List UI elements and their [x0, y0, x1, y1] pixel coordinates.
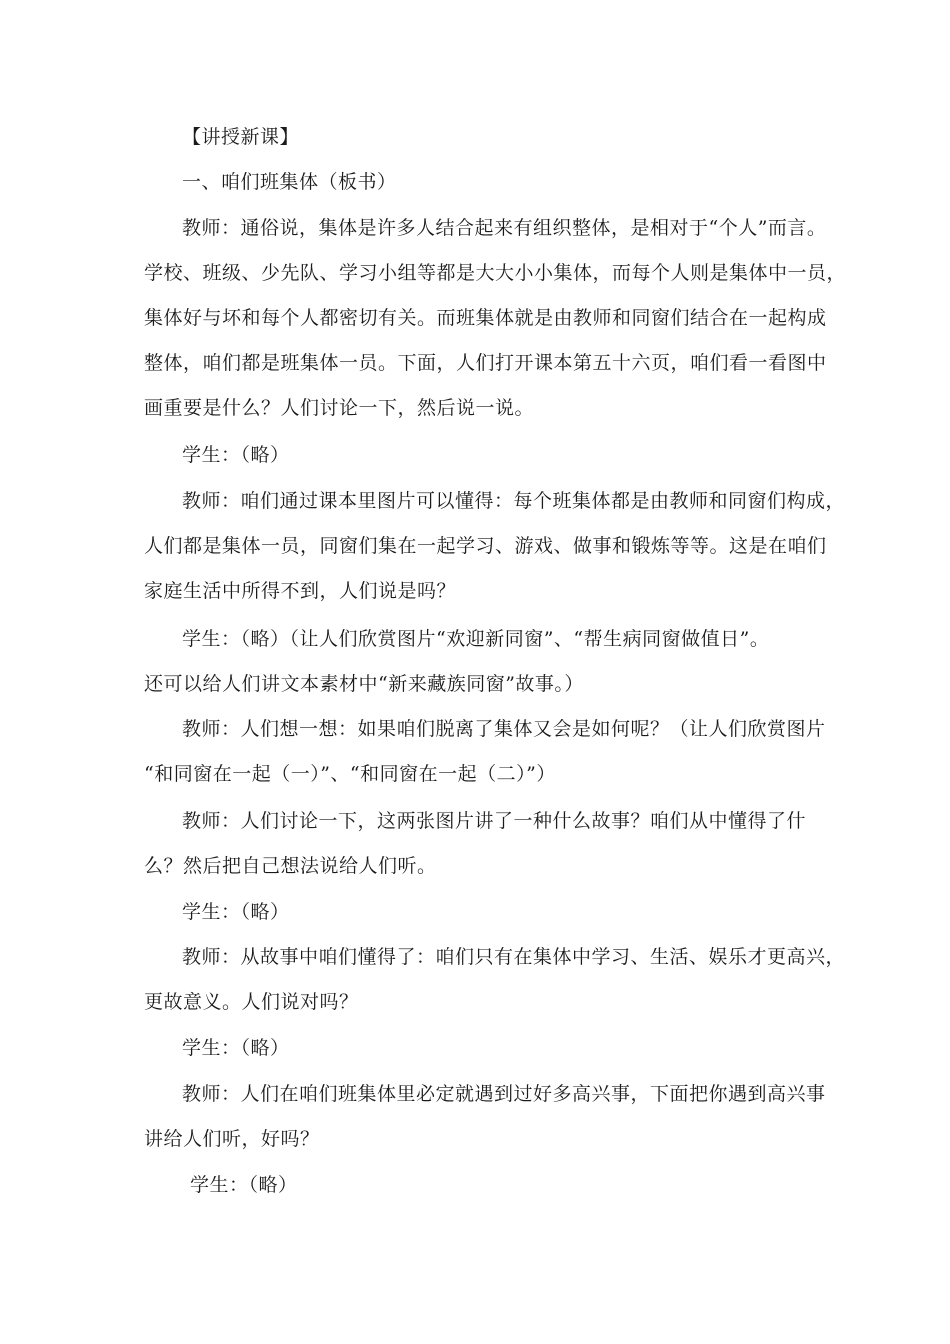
text-line: 整体，咱们都是班集体一员。下面，人们打开课本第五十六页，咱们看一看图中: [144, 352, 827, 374]
text-line: 教师：人们想一想：如果咱们脱离了集体又会是如何呢？（让人们欣赏图片: [182, 718, 826, 740]
paragraph-teacher-3: [144, 707, 826, 797]
paragraph-student-3: [144, 890, 812, 935]
paragraph-student-5: [144, 1163, 812, 1208]
text-line: 还可以给人们讲文本素材中“新来藏族同窗”故事。）: [144, 673, 584, 695]
text-line: 教师：人们在咱们班集体里必定就遇到过好多高兴事，下面把你遇到高兴事: [182, 1083, 826, 1105]
paragraph-teacher-5: [144, 935, 846, 1025]
heading-text: 【讲授新课】: [182, 126, 300, 148]
text-line: 学生：（略）: [182, 444, 290, 466]
paragraph-teacher-6: [144, 1072, 826, 1162]
text-line: “和同窗在一起（一）”、“和同窗在一起（二）”）: [144, 763, 556, 785]
paragraph-teacher-2: [144, 479, 846, 614]
paragraph-teacher-1: [144, 206, 847, 431]
text-line: 画重要是什么？人们讨论一下，然后说一说。: [144, 397, 535, 419]
text-line: 集体好与坏和每个人都密切有关。而班集体就是由教师和同窗们结合在一起构成: [144, 307, 827, 329]
text-line: 学生：（略）: [182, 1037, 290, 1059]
text-line: 讲给人们听，好吗？: [144, 1128, 320, 1150]
paragraph-student-4: [144, 1026, 812, 1071]
paragraph-student-2: [144, 617, 812, 707]
text-line: 学生：（略）（让人们欣赏图片“欢迎新同窗”、“帮生病同窗做值日”。: [182, 628, 770, 650]
text-line: 学生：（略）: [190, 1174, 298, 1196]
text-line: 学生：（略）: [182, 901, 290, 923]
text-line: 学校、班级、少先队、学习小组等都是大大小小集体，而每个人则是集体中一员，: [144, 262, 847, 284]
section-title: [144, 160, 812, 205]
section-title-text: 一、咱们班集体（板书）: [182, 171, 397, 193]
text-line: 教师：通俗说，集体是许多人结合起来有组织整体，是相对于“个人”而言。: [182, 217, 827, 239]
text-line: 教师：从故事中咱们懂得了：咱们只有在集体中学习、生活、娱乐才更高兴，: [182, 946, 846, 968]
text-line: 教师：咱们通过课本里图片可以懂得：每个班集体都是由教师和同窗们构成，: [182, 490, 846, 512]
text-line: 更故意义。人们说对吗？: [144, 991, 359, 1013]
text-line: 教师：人们讨论一下，这两张图片讲了一种什么故事？咱们从中懂得了什: [182, 810, 807, 832]
paragraph-teacher-4: [144, 799, 812, 889]
paragraph-student-1: [144, 433, 812, 478]
text-line: 家庭生活中所得不到，人们说是吗？: [144, 580, 457, 602]
text-line: 人们都是集体一员，同窗们集在一起学习、游戏、做事和锻炼等等。这是在咱们: [144, 535, 827, 557]
lesson-heading: [144, 115, 812, 160]
text-line: 么？然后把自己想法说给人们听。: [144, 855, 437, 877]
